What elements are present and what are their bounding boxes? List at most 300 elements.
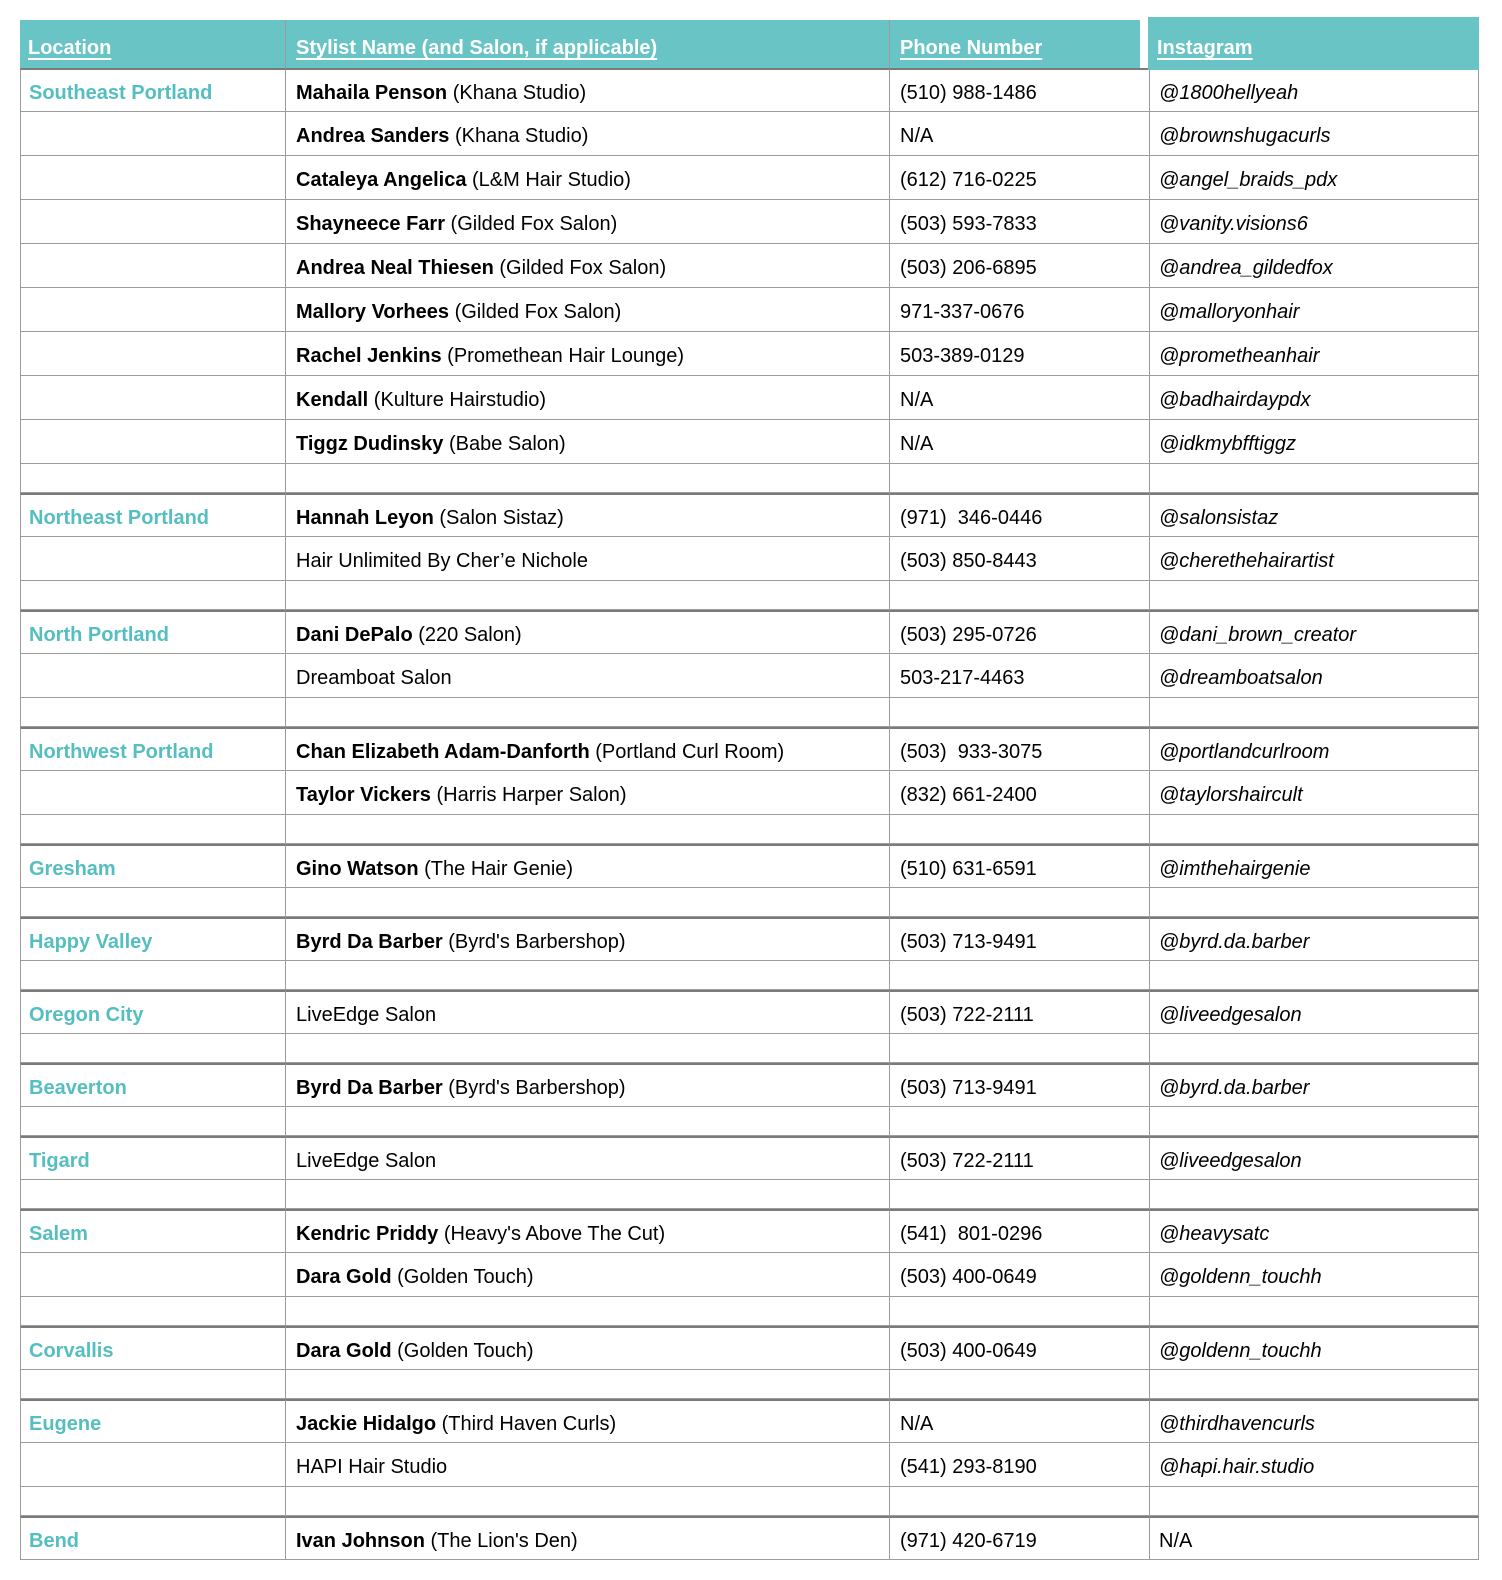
- instagram-handle: @liveedgesalon: [1159, 1003, 1302, 1026]
- instagram-handle: @cherethehairartist: [1159, 549, 1334, 572]
- salon-name: (Gilded Fox Salon): [493, 256, 667, 279]
- stylist-cell[interactable]: [286, 1063, 890, 1107]
- table-row: [20, 493, 1479, 537]
- instagram-cell[interactable]: [1150, 244, 1479, 288]
- phone-cell[interactable]: [890, 200, 1150, 244]
- table-header-row: [20, 20, 1479, 68]
- stylist-cell[interactable]: [286, 68, 890, 112]
- instagram-cell[interactable]: [1150, 420, 1479, 464]
- stylist-cell[interactable]: [286, 156, 890, 200]
- stylist-name: Dara Gold: [296, 1339, 392, 1362]
- spacer-cell: [286, 1370, 890, 1399]
- spacer-cell: [890, 698, 1150, 727]
- stylist-cell[interactable]: [286, 200, 890, 244]
- spacer-cell: [890, 1034, 1150, 1063]
- section-location-label: Northwest Portland: [29, 740, 214, 763]
- location-cell[interactable]: [20, 1399, 286, 1443]
- stylist-cell[interactable]: [286, 420, 890, 464]
- phone-number: (503) 722-2111: [900, 1003, 1034, 1026]
- instagram-cell[interactable]: [1150, 610, 1479, 654]
- phone-cell[interactable]: [890, 1136, 1150, 1180]
- spacer-row: [20, 464, 1479, 493]
- stylist-cell[interactable]: [286, 1136, 890, 1180]
- spacer-cell: [890, 581, 1150, 610]
- header-cell-phone[interactable]: [890, 20, 1140, 68]
- table-row: [20, 990, 1479, 1034]
- spacer-cell: [20, 1180, 286, 1209]
- instagram-cell[interactable]: [1150, 156, 1479, 200]
- stylist-cell[interactable]: [286, 537, 890, 581]
- phone-number: (971) 346-0446: [900, 506, 1043, 529]
- spacer-cell: [20, 1487, 286, 1516]
- location-cell[interactable]: [20, 68, 286, 112]
- instagram-cell[interactable]: [1150, 68, 1479, 112]
- spacer-cell: [1150, 1487, 1479, 1516]
- instagram-cell[interactable]: [1150, 990, 1479, 1034]
- instagram-handle: @angel_braids_pdx: [1159, 168, 1338, 191]
- location-cell[interactable]: [20, 844, 286, 888]
- spacer-cell: [286, 698, 890, 727]
- instagram-handle: @idkmybfftiggz: [1159, 432, 1297, 455]
- phone-number: (503) 206-6895: [900, 256, 1037, 279]
- stylist-cell[interactable]: [286, 990, 890, 1034]
- location-cell[interactable]: [20, 610, 286, 654]
- spacer-cell: [1150, 1107, 1479, 1136]
- stylist-cell[interactable]: [286, 288, 890, 332]
- section-location-label: Bend: [29, 1529, 79, 1552]
- stylist-cell[interactable]: [286, 771, 890, 815]
- salon-name: (Byrd's Barbershop): [442, 1076, 626, 1099]
- stylist-name: Andrea Sanders: [296, 124, 450, 147]
- table-row: [20, 376, 1479, 420]
- location-cell[interactable]: [20, 1136, 286, 1180]
- phone-cell[interactable]: [890, 112, 1150, 156]
- location-cell[interactable]: [20, 288, 286, 332]
- phone-cell[interactable]: [890, 917, 1150, 961]
- spacer-cell: [1150, 581, 1479, 610]
- phone-number: 971-337-0676: [900, 300, 1025, 323]
- stylist-cell[interactable]: [286, 332, 890, 376]
- table-rows: [20, 68, 1479, 1560]
- stylist-name: Kendall: [296, 388, 369, 411]
- table-row: [20, 1063, 1479, 1107]
- location-cell[interactable]: [20, 112, 286, 156]
- phone-number: (510) 631-6591: [900, 857, 1037, 880]
- stylist-cell[interactable]: [286, 727, 890, 771]
- spacer-cell: [286, 888, 890, 917]
- stylist-cell[interactable]: [286, 917, 890, 961]
- section-location-label: Northeast Portland: [29, 506, 210, 529]
- spacer-cell: [1150, 1297, 1479, 1326]
- instagram-handle: @1800hellyeah: [1159, 81, 1299, 104]
- salon-name: (The Hair Genie): [418, 857, 574, 880]
- header-label-instagram: Instagram: [1157, 37, 1253, 59]
- location-cell[interactable]: [20, 1063, 286, 1107]
- instagram-handle: @badhairdaypdx: [1159, 388, 1311, 411]
- section-location-label: Gresham: [29, 857, 116, 880]
- table-row: [20, 332, 1479, 376]
- spacer-cell: [890, 1180, 1150, 1209]
- stylist-name: Dani DePalo: [296, 623, 413, 646]
- phone-number: (503) 400-0649: [900, 1339, 1037, 1362]
- instagram-cell[interactable]: [1150, 376, 1479, 420]
- table-row: [20, 771, 1479, 815]
- spacer-cell: [20, 581, 286, 610]
- location-cell[interactable]: [20, 917, 286, 961]
- section-location-label: Beaverton: [29, 1076, 127, 1099]
- spacer-row: [20, 581, 1479, 610]
- spacer-cell: [286, 961, 890, 990]
- phone-number: (510) 988-1486: [900, 81, 1037, 104]
- salon-name: (Golden Touch): [391, 1339, 534, 1362]
- spacer-cell: [890, 1487, 1150, 1516]
- phone-number: 503-389-0129: [900, 344, 1025, 367]
- instagram-cell[interactable]: [1150, 917, 1479, 961]
- instagram-cell[interactable]: [1150, 1399, 1479, 1443]
- instagram-cell[interactable]: [1150, 1136, 1479, 1180]
- spacer-cell: [890, 1370, 1150, 1399]
- instagram-handle: @thirdhavencurls: [1159, 1412, 1315, 1435]
- instagram-handle: @brownshugacurls: [1159, 124, 1331, 147]
- table-row: [20, 654, 1479, 698]
- spacer-cell: [890, 961, 1150, 990]
- phone-number: (503) 713-9491: [900, 930, 1037, 953]
- phone-number: (612) 716-0225: [900, 168, 1037, 191]
- phone-number: N/A: [900, 432, 934, 455]
- spacer-row: [20, 1034, 1479, 1063]
- instagram-cell[interactable]: [1150, 112, 1479, 156]
- instagram-cell[interactable]: [1150, 1326, 1479, 1370]
- stylist-cell[interactable]: [286, 493, 890, 537]
- stylist-name: Shayneece Farr: [296, 212, 445, 235]
- spacer-cell: [20, 1034, 286, 1063]
- spacer-cell: [286, 1180, 890, 1209]
- spacer-cell: [1150, 698, 1479, 727]
- spacer-row: [20, 1180, 1479, 1209]
- phone-cell[interactable]: [890, 771, 1150, 815]
- stylist-cell[interactable]: [286, 654, 890, 698]
- salon-name: HAPI Hair Studio: [296, 1455, 448, 1478]
- table-row: [20, 917, 1479, 961]
- phone-cell[interactable]: [890, 1063, 1150, 1107]
- section-location-label: Salem: [29, 1222, 88, 1245]
- location-cell[interactable]: [20, 771, 286, 815]
- spacer-cell: [20, 961, 286, 990]
- stylist-name: Byrd Da Barber: [296, 930, 443, 953]
- instagram-cell[interactable]: [1150, 288, 1479, 332]
- stylist-cell[interactable]: [286, 1209, 890, 1253]
- instagram-handle: @vanity.visions6: [1159, 212, 1308, 235]
- instagram-handle: @dani_brown_creator: [1159, 623, 1357, 646]
- phone-cell[interactable]: [890, 1253, 1150, 1297]
- location-cell[interactable]: [20, 1443, 286, 1487]
- phone-number: 503-217-4463: [900, 666, 1025, 689]
- location-cell[interactable]: [20, 537, 286, 581]
- salon-name: (Byrd's Barbershop): [442, 930, 626, 953]
- spacer-cell: [890, 815, 1150, 844]
- table-row: [20, 68, 1479, 112]
- salon-name: (Heavy's Above The Cut): [438, 1222, 666, 1245]
- spacer-cell: [890, 1107, 1150, 1136]
- phone-number: (503) 933-3075: [900, 740, 1043, 763]
- spacer-cell: [20, 1107, 286, 1136]
- salon-name: (Babe Salon): [443, 432, 566, 455]
- instagram-cell[interactable]: [1150, 1063, 1479, 1107]
- phone-cell[interactable]: [890, 844, 1150, 888]
- header-cell-stylist[interactable]: [286, 20, 890, 68]
- salon-name: (220 Salon): [412, 623, 522, 646]
- phone-number: (503) 722-2111: [900, 1149, 1034, 1172]
- salon-name: LiveEdge Salon: [296, 1003, 437, 1026]
- table-row: [20, 244, 1479, 288]
- spacer-cell: [890, 464, 1150, 493]
- location-cell[interactable]: [20, 654, 286, 698]
- instagram-handle: N/A: [1159, 1529, 1193, 1552]
- instagram-handle: @byrd.da.barber: [1159, 1076, 1310, 1099]
- stylist-name: Rachel Jenkins: [296, 344, 442, 367]
- stylist-name: Mallory Vorhees: [296, 300, 450, 323]
- location-cell[interactable]: [20, 493, 286, 537]
- table-row: [20, 1253, 1479, 1297]
- phone-cell[interactable]: [890, 1399, 1150, 1443]
- phone-number: (503) 400-0649: [900, 1265, 1037, 1288]
- header-label-phone: Phone Number: [900, 37, 1043, 59]
- spacer-row: [20, 1297, 1479, 1326]
- spacer-cell: [20, 815, 286, 844]
- spacer-row: [20, 1487, 1479, 1516]
- stylist-name: Cataleya Angelica: [296, 168, 467, 191]
- header-label-location: Location: [28, 37, 112, 59]
- location-cell[interactable]: [20, 727, 286, 771]
- phone-number: N/A: [900, 124, 934, 147]
- salon-name: (Promethean Hair Lounge): [441, 344, 684, 367]
- instagram-handle: @taylorshaircult: [1159, 783, 1303, 806]
- instagram-handle: @byrd.da.barber: [1159, 930, 1310, 953]
- instagram-cell[interactable]: [1150, 654, 1479, 698]
- table-row: [20, 1209, 1479, 1253]
- spacer-row: [20, 1370, 1479, 1399]
- stylist-name: Chan Elizabeth Adam-Danforth: [296, 740, 590, 763]
- stylist-cell[interactable]: [286, 1253, 890, 1297]
- salon-name: (Portland Curl Room): [589, 740, 785, 763]
- salon-name: (Golden Touch): [391, 1265, 534, 1288]
- spacer-cell: [1150, 1034, 1479, 1063]
- phone-cell[interactable]: [890, 1516, 1150, 1560]
- spacer-row: [20, 698, 1479, 727]
- location-cell[interactable]: [20, 990, 286, 1034]
- phone-cell[interactable]: [890, 654, 1150, 698]
- table-row: [20, 288, 1479, 332]
- table-row: [20, 1136, 1479, 1180]
- phone-cell[interactable]: [890, 68, 1150, 112]
- stylist-name: Jackie Hidalgo: [296, 1412, 437, 1435]
- salon-name: Hair Unlimited By Cher’e Nichole: [296, 549, 588, 572]
- instagram-handle: @imthehairgenie: [1159, 857, 1311, 880]
- phone-cell[interactable]: [890, 156, 1150, 200]
- salon-name: (Harris Harper Salon): [430, 783, 627, 806]
- phone-cell[interactable]: [890, 1443, 1150, 1487]
- location-cell[interactable]: [20, 1253, 286, 1297]
- spacer-cell: [1150, 464, 1479, 493]
- phone-cell[interactable]: [890, 1209, 1150, 1253]
- section-location-label: Tigard: [29, 1149, 90, 1172]
- stylist-cell[interactable]: [286, 112, 890, 156]
- stylist-name: Gino Watson: [296, 857, 419, 880]
- instagram-handle: @portlandcurlroom: [1159, 740, 1330, 763]
- table-row: [20, 727, 1479, 771]
- instagram-handle: @goldenn_touchh: [1159, 1339, 1322, 1362]
- spacer-row: [20, 888, 1479, 917]
- phone-cell[interactable]: [890, 420, 1150, 464]
- stylist-name: Mahaila Penson: [296, 81, 448, 104]
- spacer-cell: [20, 888, 286, 917]
- instagram-handle: @liveedgesalon: [1159, 1149, 1302, 1172]
- spacer-cell: [1150, 888, 1479, 917]
- instagram-cell[interactable]: [1150, 771, 1479, 815]
- instagram-cell[interactable]: [1150, 1253, 1479, 1297]
- spacer-cell: [286, 1034, 890, 1063]
- salon-name: LiveEdge Salon: [296, 1149, 437, 1172]
- instagram-cell[interactable]: [1150, 1209, 1479, 1253]
- section-location-label: Eugene: [29, 1412, 102, 1435]
- section-location-label: Happy Valley: [29, 930, 153, 953]
- section-location-label: Southeast Portland: [29, 81, 213, 104]
- stylist-cell[interactable]: [286, 1399, 890, 1443]
- spacer-cell: [286, 464, 890, 493]
- table-row: [20, 1326, 1479, 1370]
- location-cell[interactable]: [20, 156, 286, 200]
- section-location-label: North Portland: [29, 623, 169, 646]
- header-cell-location[interactable]: [20, 20, 286, 68]
- location-cell[interactable]: [20, 332, 286, 376]
- salon-name: (Khana Studio): [447, 81, 587, 104]
- instagram-handle: @prometheanhair: [1159, 344, 1320, 367]
- stylist-name: Kendric Priddy: [296, 1222, 439, 1245]
- phone-cell[interactable]: [890, 537, 1150, 581]
- stylist-cell[interactable]: [286, 844, 890, 888]
- header-cell-instagram[interactable]: [1148, 17, 1479, 70]
- phone-cell[interactable]: [890, 288, 1150, 332]
- phone-number: N/A: [900, 1412, 934, 1435]
- instagram-handle: @andrea_gildedfox: [1159, 256, 1333, 279]
- phone-cell[interactable]: [890, 990, 1150, 1034]
- location-cell[interactable]: [20, 244, 286, 288]
- instagram-cell[interactable]: [1150, 1516, 1479, 1560]
- salon-name: (Gilded Fox Salon): [444, 212, 618, 235]
- instagram-handle: @goldenn_touchh: [1159, 1265, 1322, 1288]
- spacer-cell: [20, 1370, 286, 1399]
- spacer-row: [20, 815, 1479, 844]
- table-row: [20, 1399, 1479, 1443]
- spacer-cell: [890, 888, 1150, 917]
- salon-name: (The Lion's Den): [424, 1529, 578, 1552]
- spacer-cell: [20, 1297, 286, 1326]
- spacer-cell: [286, 815, 890, 844]
- phone-cell[interactable]: [890, 376, 1150, 420]
- location-cell[interactable]: [20, 420, 286, 464]
- phone-cell[interactable]: [890, 1326, 1150, 1370]
- stylist-name: Byrd Da Barber: [296, 1076, 443, 1099]
- stylist-name: Taylor Vickers: [296, 783, 431, 806]
- stylist-name: Dara Gold: [296, 1265, 392, 1288]
- table-row: [20, 1443, 1479, 1487]
- salon-name: (L&M Hair Studio): [466, 168, 631, 191]
- spacer-cell: [286, 1297, 890, 1326]
- instagram-cell[interactable]: [1150, 1443, 1479, 1487]
- phone-cell[interactable]: [890, 244, 1150, 288]
- salon-name: (Gilded Fox Salon): [449, 300, 622, 323]
- phone-number: (832) 661-2400: [900, 783, 1037, 806]
- table-header-band: [20, 20, 1140, 68]
- instagram-handle: @salonsistaz: [1159, 506, 1279, 529]
- phone-number: (503) 295-0726: [900, 623, 1037, 646]
- table-row: [20, 112, 1479, 156]
- location-cell[interactable]: [20, 376, 286, 420]
- phone-cell[interactable]: [890, 332, 1150, 376]
- phone-number: (503) 850-8443: [900, 549, 1037, 572]
- phone-cell[interactable]: [890, 610, 1150, 654]
- spacer-cell: [286, 1487, 890, 1516]
- instagram-cell[interactable]: [1150, 493, 1479, 537]
- stylist-cell[interactable]: [286, 1326, 890, 1370]
- stylist-name: Tiggz Dudinsky: [296, 432, 444, 455]
- table-row: [20, 610, 1479, 654]
- spacer-row: [20, 1107, 1479, 1136]
- instagram-cell[interactable]: [1150, 332, 1479, 376]
- salon-name: (Kulture Hairstudio): [368, 388, 547, 411]
- salon-name: (Salon Sistaz): [433, 506, 564, 529]
- instagram-cell[interactable]: [1150, 200, 1479, 244]
- phone-number: (971) 420-6719: [900, 1529, 1037, 1552]
- spacer-cell: [286, 581, 890, 610]
- instagram-handle: @hapi.hair.studio: [1159, 1455, 1315, 1478]
- stylist-cell[interactable]: [286, 610, 890, 654]
- stylist-cell[interactable]: [286, 1443, 890, 1487]
- table-row: [20, 1516, 1479, 1560]
- phone-cell[interactable]: [890, 727, 1150, 771]
- stylist-name: Ivan Johnson: [296, 1529, 425, 1552]
- instagram-cell[interactable]: [1150, 727, 1479, 771]
- location-cell[interactable]: [20, 1516, 286, 1560]
- section-location-label: Corvallis: [29, 1339, 114, 1362]
- instagram-handle: @dreamboatsalon: [1159, 666, 1323, 689]
- spacer-row: [20, 961, 1479, 990]
- stylist-cell[interactable]: [286, 1516, 890, 1560]
- stylist-table: [20, 20, 1479, 1560]
- stylist-cell[interactable]: [286, 244, 890, 288]
- location-cell[interactable]: [20, 1209, 286, 1253]
- salon-name: Dreamboat Salon: [296, 666, 452, 689]
- location-cell[interactable]: [20, 200, 286, 244]
- spacer-cell: [1150, 1370, 1479, 1399]
- spacer-cell: [20, 464, 286, 493]
- instagram-cell[interactable]: [1150, 844, 1479, 888]
- instagram-cell[interactable]: [1150, 537, 1479, 581]
- phone-number: (541) 293-8190: [900, 1455, 1037, 1478]
- salon-name: (Khana Studio): [449, 124, 589, 147]
- stylist-name: Andrea Neal Thiesen: [296, 256, 494, 279]
- stylist-name: Hannah Leyon: [296, 506, 434, 529]
- table-row: [20, 537, 1479, 581]
- table-row: [20, 156, 1479, 200]
- location-cell[interactable]: [20, 1326, 286, 1370]
- spacer-cell: [20, 698, 286, 727]
- instagram-handle: @heavysatc: [1159, 1222, 1270, 1245]
- stylist-cell[interactable]: [286, 376, 890, 420]
- instagram-handle: @malloryonhair: [1159, 300, 1300, 323]
- spacer-cell: [1150, 961, 1479, 990]
- phone-cell[interactable]: [890, 493, 1150, 537]
